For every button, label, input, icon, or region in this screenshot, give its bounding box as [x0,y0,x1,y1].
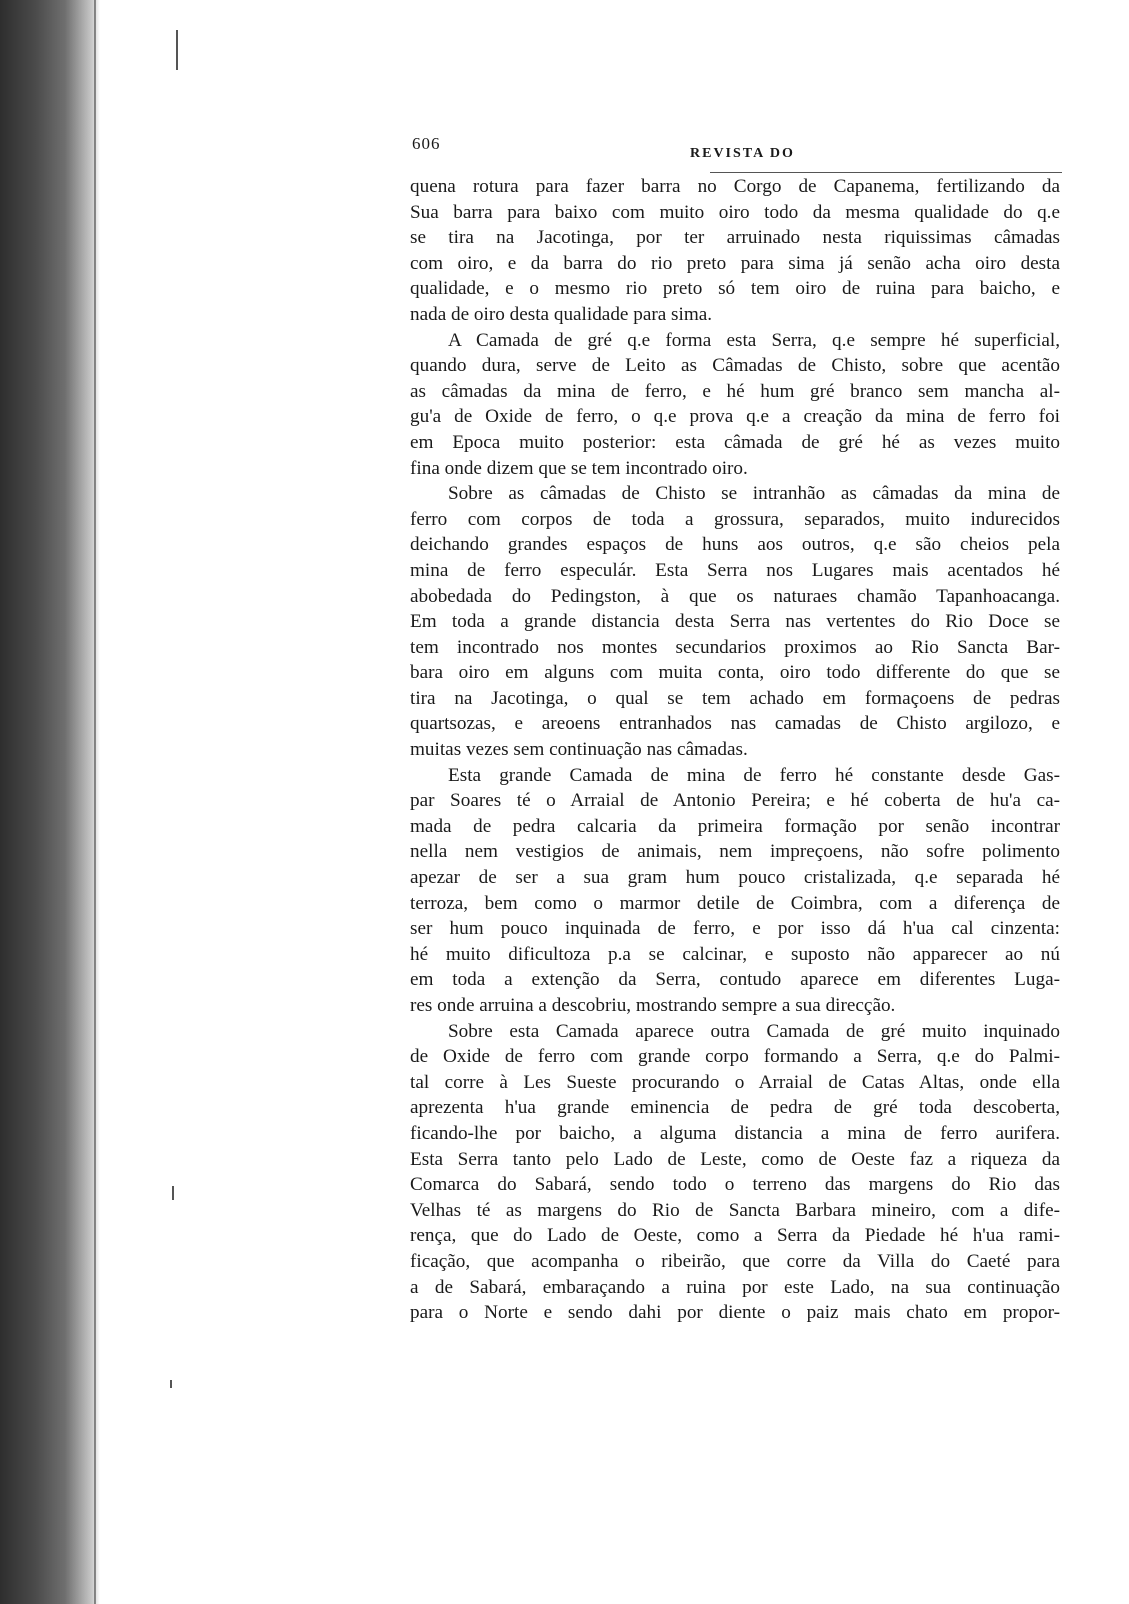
text-line: mina de ferro especulár. Esta Serra nos Lugares mais acentados hé [410,559,1060,581]
document-page [410,128,1060,1326]
text-line: abobedada do Pedingston, à que os naturaes chamão Tapanhoacanga. [410,585,1060,607]
text-line: Comarca do Sabará, sendo todo o terreno das margens do Rio das [410,1174,1060,1196]
body-text [410,174,1060,1326]
text-line: par Soares té o Arraial de Antonio Pereira; e hé coberta de hu'a ca- [410,790,1060,812]
text-line: ficação, que acompanha o ribeirão, que corre da Villa do Caeté para [410,1250,1060,1272]
text-line: Sobre as câmadas de Chisto se intranhão as câmadas da mina de [448,483,1060,505]
text-line: res onde arruina a descobriu, mostrando sempre a sua direcção. [410,995,896,1016]
text-line: ficando-lhe por baicho, a alguma distancia a mina de ferro aurifera. [410,1122,1060,1144]
text-line: terroza, bem como o marmor detile de Coimbra, com a diferença de [410,892,1060,914]
text-line: mada de pedra calcaria da primeira formação por senão incontrar [410,815,1060,837]
text-line: Sobre esta Camada aparece outra Camada de gré muito inquinado [448,1020,1060,1042]
text-line: hé muito dificultoza p.a se calcinar, e suposto não apparecer ao nú [410,943,1060,965]
text-line: em toda a extenção da Serra, contudo aparece em diferentes Luga- [410,969,1060,991]
text-line: Velhas té as margens do Rio de Sancta Barbara mineiro, com a dife- [410,1199,1060,1221]
text-line: a de Sabará, embaraçando a ruina por este Lado, na sua continuação [410,1276,1060,1298]
text-line: muitas vezes sem continuação nas câmadas. [410,739,748,761]
text-line: ferro com corpos de toda a grossura, separados, muito indurecidos [410,508,1060,530]
text-line: tem incontrado nos montes secundarios proximos ao Rio Sancta Bar- [410,636,1060,658]
text-line: Esta Serra tanto pelo Lado de Leste, como de Oeste faz a riqueza da [410,1148,1060,1170]
text-line: para o Norte e sendo dahi por diente o paiz mais chato em propor- [410,1302,1060,1324]
text-line: ser hum pouco inquinada de ferro, e por isso dá h'ua cal cinzenta: [410,918,1060,940]
text-line: A Camada de gré q.e forma esta Serra, q.e sempre hé superficial, [448,329,1060,351]
scan-speck [170,1380,172,1388]
text-line: aprezenta h'ua grande eminencia de pedra de gré toda descoberta, [410,1097,1060,1119]
text-line: quando dura, serve de Leito as Câmadas de Chisto, sobre que acentão [410,355,1060,377]
text-line: Esta grande Camada de mina de ferro hé constante desde Gas- [448,764,1060,786]
text-line: deichando grandes espaços de huns aos outros, q.e são cheios pela [410,534,1060,556]
header-rule [710,172,1062,173]
text-line: gu'a de Oxide de ferro, o q.e prova q.e a creação da mina de ferro foi [410,406,1060,428]
text-line: bara oiro em alguns com muita conta, oiro todo differente do que se [410,662,1060,684]
text-line: com oiro, e da barra do rio preto para sima já senão acha oiro desta [410,252,1060,274]
page-header [410,128,1060,174]
text-line: tira na Jacotinga, o qual se tem achado em formaçoens de pedras [410,687,1060,709]
text-line: em Epoca muito posterior: esta câmada de gré hé as vezes muito [410,431,1060,453]
text-line: fina onde dizem que se tem incontrado oiro. [410,457,748,479]
text-line: Em toda a grande distancia desta Serra nas vertentes do Rio Doce se [410,611,1060,633]
text-line: rença, que do Lado de Oeste, como a Serra da Piedade hé h'ua rami- [410,1225,1060,1247]
page-number: 606 [412,134,441,153]
text-line: se tira na Jacotinga, por ter arruinado nesta riquissimas câmadas [410,227,1060,249]
text-line: nella nem vestigios de animais, nem impreçoens, não sofre polimento [410,841,1060,863]
scan-speck [176,30,178,70]
text-line: de Oxide de ferro com grande corpo formando a Serra, q.e do Palmi- [410,1046,1060,1068]
text-line: tal corre à Les Sueste procurando o Arraial de Catas Altas, onde ella [410,1071,1060,1093]
text-line: apezar de ser a sua gram hum pouco cristalizada, q.e separada hé [410,867,1060,889]
text-line: quartsozas, e areoens entranhados nas camadas de Chisto argilozo, e [410,713,1060,735]
text-line: quena rotura para fazer barra no Corgo de Capanema, fertilizando da [410,176,1060,197]
text-line: as câmadas da mina de ferro, e hé hum gré branco sem mancha al- [410,380,1060,402]
running-head: REVISTA DO [690,146,795,161]
scan-speck [172,1186,174,1200]
text-line: qualidade, e o mesmo rio preto só tem oiro de ruina para baicho, e [410,278,1060,300]
text-line: Sua barra para baixo com muito oiro todo da mesma qualidade do q.e [410,201,1060,223]
scan-binding-shadow [0,0,100,1604]
text-line: nada de oiro desta qualidade para sima. [410,303,713,325]
